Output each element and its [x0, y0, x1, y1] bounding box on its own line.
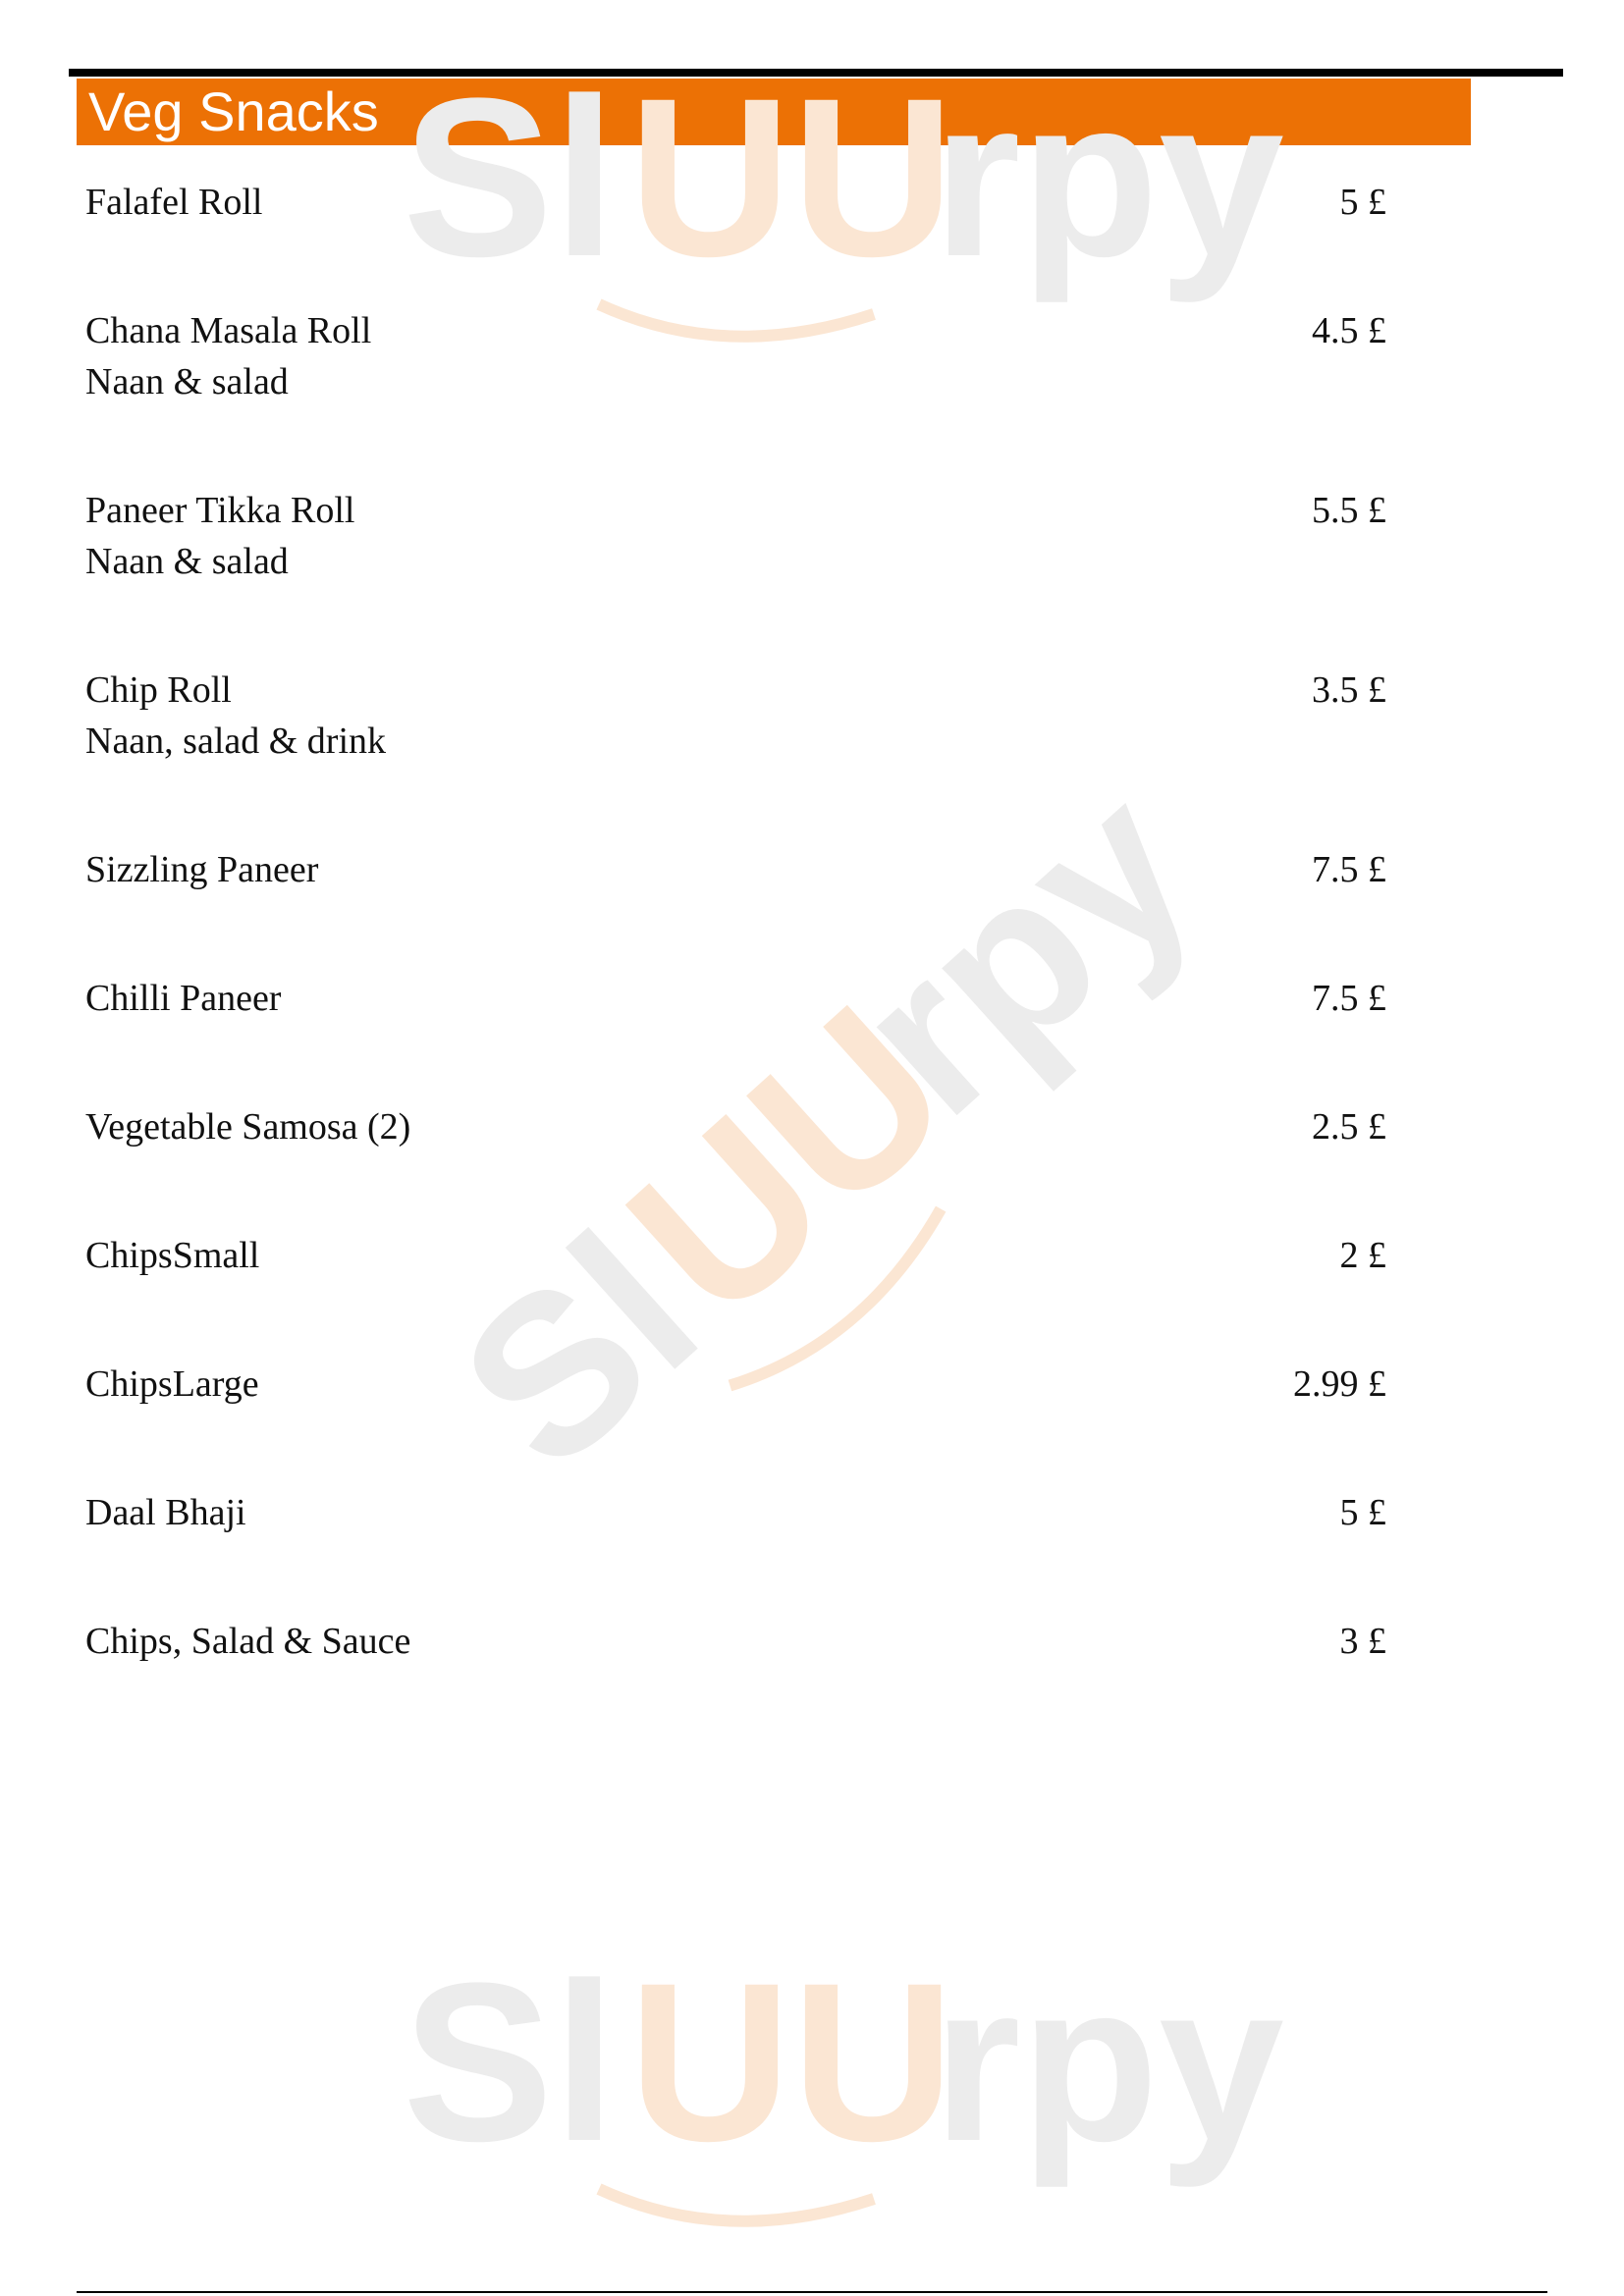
watermark-logo-middle	[414, 738, 1239, 1553]
svg-text:UU: UU	[628, 1936, 955, 2188]
svg-text:UU: UU	[582, 959, 994, 1365]
svg-text:Sl: Sl	[403, 1936, 617, 2188]
item-price: 3.5 £	[1312, 669, 1386, 711]
top-rule	[69, 69, 1563, 77]
svg-text:Sl: Sl	[403, 51, 617, 303]
svg-text:Sl: Sl	[414, 1186, 742, 1517]
item-price: 4.5 £	[1312, 310, 1386, 351]
item-name: Falafel Roll	[85, 182, 263, 223]
slurpy-logo-icon	[403, 1936, 1284, 2238]
item-name: ChipsSmall	[85, 1235, 260, 1276]
item-name: Daal Bhaji	[85, 1492, 246, 1533]
section-title: Veg Snacks	[88, 80, 379, 142]
item-price: 5 £	[1339, 182, 1386, 223]
item-name: Chips, Salad & Sauce	[85, 1621, 411, 1662]
item-name: Chilli Paneer	[85, 978, 282, 1019]
item-name: Chana Masala Roll	[85, 310, 372, 351]
item-price: 2.5 £	[1312, 1106, 1386, 1148]
bottom-rule	[77, 2291, 1547, 2293]
item-name: Chip Roll	[85, 669, 232, 711]
item-price: 5.5 £	[1312, 490, 1386, 531]
item-price: 2 £	[1339, 1235, 1386, 1276]
svg-text:rpy: rpy	[933, 1936, 1284, 2188]
slurpy-logo-icon	[414, 738, 1239, 1553]
item-price: 5 £	[1339, 1492, 1386, 1533]
item-price: 3 £	[1339, 1621, 1386, 1662]
item-name: Paneer Tikka Roll	[85, 490, 355, 531]
item-name: Sizzling Paneer	[85, 849, 319, 890]
svg-text:UU: UU	[628, 51, 955, 303]
item-description: Naan & salad	[85, 361, 289, 402]
svg-text:rpy: rpy	[933, 51, 1284, 303]
item-price: 2.99 £	[1293, 1363, 1386, 1405]
watermark-logo-bottom	[403, 1936, 1284, 2238]
item-name: ChipsLarge	[85, 1363, 259, 1405]
section-header	[77, 79, 1471, 145]
item-price: 7.5 £	[1312, 978, 1386, 1019]
item-description: Naan, salad & drink	[85, 721, 387, 762]
svg-text:rpy: rpy	[808, 738, 1239, 1162]
item-description: Naan & salad	[85, 541, 289, 582]
item-name: Vegetable Samosa (2)	[85, 1106, 411, 1148]
item-price: 7.5 £	[1312, 849, 1386, 890]
